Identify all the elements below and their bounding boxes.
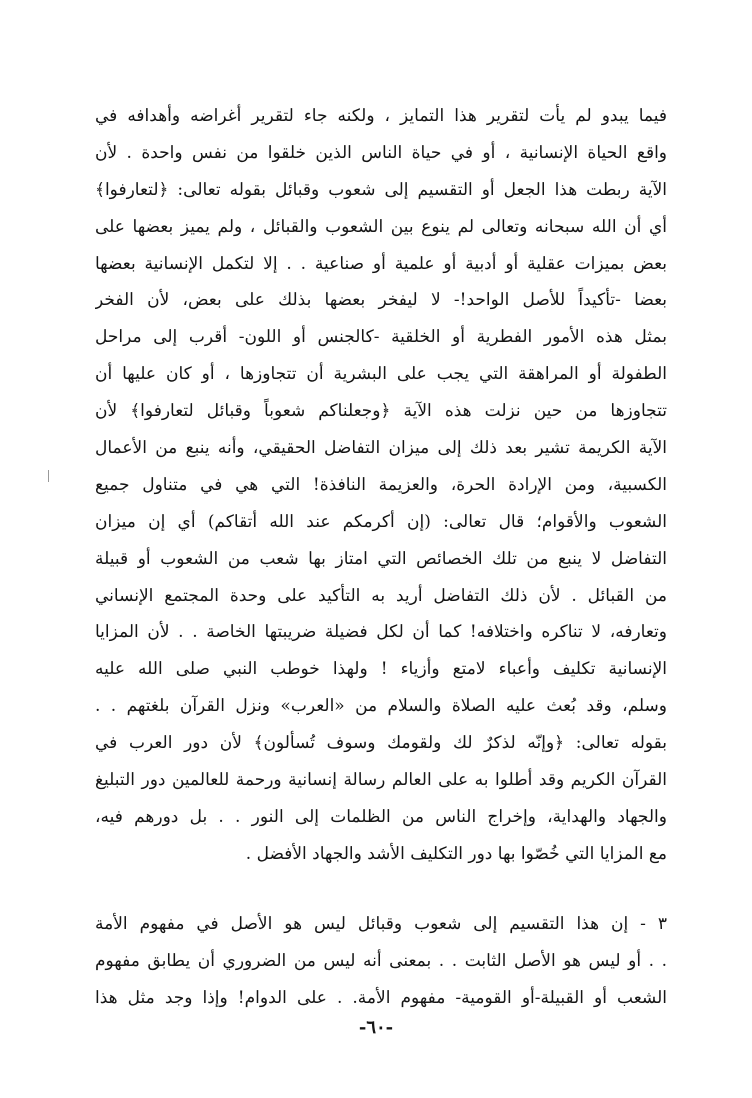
text-line: والجهاد والهداية، وإخراج الناس من الظلمات إلى النور . . بل دورهم فيه، [95, 806, 667, 827]
text-line: الشعوب والأقوام؛ قال تعالى: (إن أكرمكم عند الله أتقاكم) أي إن ميزان [95, 511, 667, 532]
text-line: الطفولة أو المراهقة التي يجب على البشرية أن تتجاوزها ، أو كان عليها أن [95, 364, 667, 385]
paragraph-1 [95, 98, 667, 873]
text-line: أي أن الله سبحانه وتعالى لم ينوع بين الشعوب والقبائل ، ولم يميز بعضها على [95, 216, 667, 237]
text-line: الإنسانية تكليف وأعباء لامتع وأزياء ! ولهذا خوطب النبي صلى الله عليه [95, 659, 667, 680]
text-line: فيما يبدو لم يأت لتقرير هذا التمايز ، ولكنه جاء لتقرير أغراضه وأهدافه في [95, 106, 667, 126]
text-line: مع المزايا التي خُصّوا بها دور التكليف الأشد والجهاد الأفضل . [245, 843, 667, 864]
paragraph-2 [95, 906, 667, 1017]
text-line: بمثل هذه الأمور الفطرية أو الخلقية -كالجنس أو اللون- أقرب إلى مراحل [95, 327, 667, 348]
text-line: القرآن الكريم وقد أطلوا به على العالم رسالة إنسانية ورحمة للعالمين دور التبليغ [95, 770, 667, 791]
text-line: الآية ربطت هذا الجعل أو التقسيم إلى شعوب وقبائل بقوله تعالى: ﴿لتعارفوا﴾ [95, 179, 667, 200]
text-line: التفاضل لا ينبع من تلك الخصائص التي امتاز بها شعب من الشعوب أو قبيلة [95, 548, 667, 569]
text-line: الآية الكريمة تشير بعد ذلك إلى ميزان التفاضل الحقيقي، وأنه ينبع من الأعمال [95, 438, 667, 459]
text-line: وتعارفه، لا تناكره واختلافه! كما أن لكل فضيلة ضريبتها الخاصة . . لأن المزايا [95, 622, 667, 643]
text-line: الشعب أو القبيلة-أو القومية- مفهوم الأمة. . على الدوام! وإذا وجد مثل هذا [95, 987, 667, 1008]
text-line: الكسبية، ومن الإرادة الحرة، والعزيمة النافذة! التي هي في متناول جميع [95, 474, 667, 495]
text-line: ٣ - إن هذا التقسيم إلى شعوب وقبائل ليس هو الأصل في مفهوم الأمة [95, 914, 667, 934]
text-line: بقوله تعالى: ﴿وإنّه لذكرٌ لك ولقومك وسوف تُسألون﴾ لأن دور العرب في [95, 733, 667, 754]
text-line: من القبائل . لأن ذلك التفاضل أريد به التأكيد على وحدة المجتمع الإنساني [95, 585, 667, 606]
text-line: تتجاوزها من حين نزلت هذه الآية ﴿وجعلناكم شعوباً وقبائل لتعارفوا﴾ لأن [95, 401, 667, 422]
text-line: واقع الحياة الإنسانية ، أو في حياة الناس الذين خلقوا من نفس واحدة . لأن [95, 142, 667, 163]
text-line: بعضا -تأكيداً للأصل الواحد!- لا ليفخر بعضها بذلك على بعض، لأن الفخر [95, 290, 667, 311]
text-line: بعض بميزات عقلية أو أدبية أو علمية أو صناعية . . إلا لتكمل الإنسانية بعضها [95, 253, 667, 274]
text-line: وسلم، وقد بُعث عليه الصلاة والسلام من «العرب» ونزل القرآن بلغتهم . . [95, 696, 667, 717]
text-line: . . أو ليس هو الأصل الثابت . . بمعنى أنه ليس من الضروري أن يطابق مفهوم [95, 950, 667, 971]
margin-mark [48, 470, 49, 482]
page-number: -٦٠- [358, 1017, 394, 1038]
